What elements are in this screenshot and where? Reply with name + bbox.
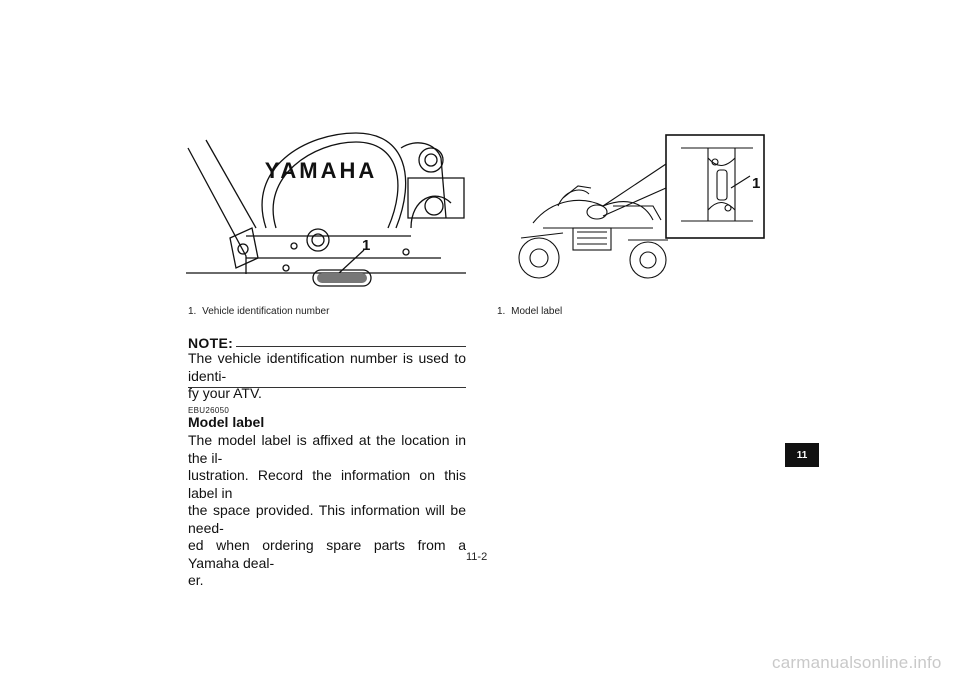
note-line: fy your ATV.: [188, 385, 262, 401]
vin-caption-number: 1.: [188, 306, 197, 317]
chapter-tab-label: 11: [796, 449, 808, 461]
page-number: 11-2: [466, 551, 488, 563]
note-top-rule: [236, 346, 466, 347]
model-label-callout-number: 1: [752, 175, 761, 192]
atv-model-label-illustration: [503, 128, 771, 288]
section-title: Model label: [188, 414, 265, 430]
watermark: carmanualsonline.info: [772, 653, 942, 672]
vin-caption: [188, 306, 329, 317]
body-line: ed when ordering spare parts from a Yamaha deal-: [188, 537, 466, 571]
vin-location-illustration: [186, 128, 466, 300]
vin-callout-number: 1: [362, 237, 371, 254]
body-line: er.: [188, 572, 204, 588]
section-code: EBU26050: [188, 406, 230, 415]
chapter-tab: [785, 443, 819, 467]
body-line: the space provided. This information will be need-: [188, 502, 466, 536]
vin-caption-text: Vehicle identification number: [202, 306, 330, 317]
note-heading: NOTE:: [188, 335, 234, 351]
model-label-caption-number: 1.: [497, 306, 506, 317]
note-line: The vehicle identification number is used to identi-: [188, 350, 466, 384]
body-line: The model label is affixed at the location in the il-: [188, 432, 466, 466]
note-bottom-rule: [188, 387, 466, 388]
body-line: lustration. Record the information on this label in: [188, 467, 466, 501]
section-body: [188, 432, 466, 590]
yamaha-logo: YAMAHA: [264, 158, 378, 183]
model-label-caption: [497, 306, 562, 317]
model-label-caption-text: Model label: [511, 306, 563, 317]
note-body: [188, 350, 466, 403]
